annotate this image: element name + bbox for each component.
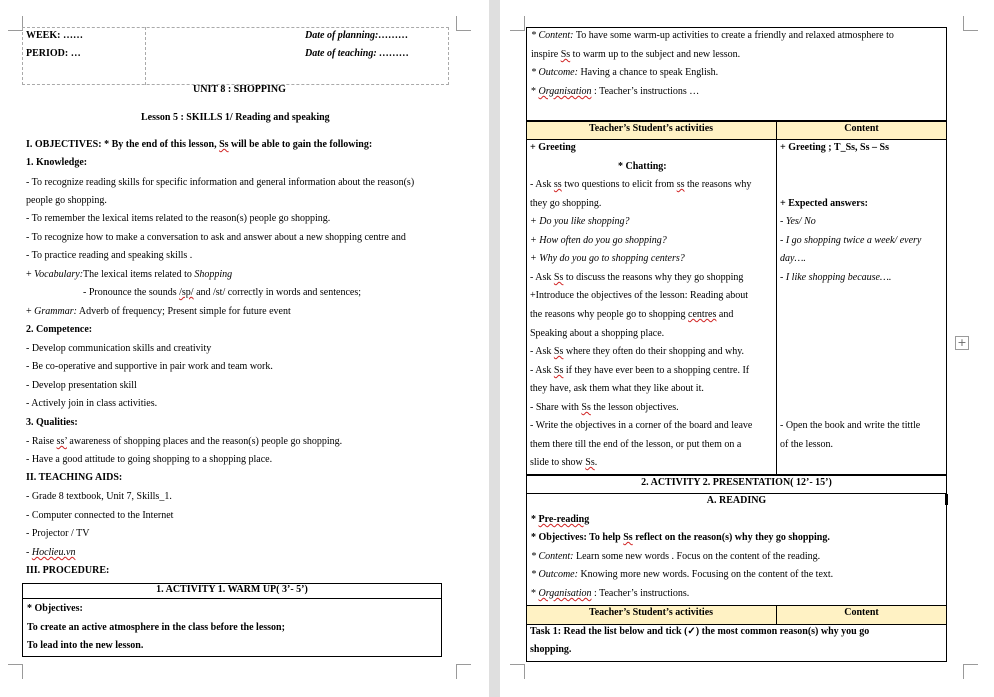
objectives-line: * Objectives: To help Ss reflect on the reason(s) why they go shopping. (531, 532, 830, 543)
crop-mark (963, 664, 978, 679)
unit-title: UNIT 8 : SHOPPING (193, 84, 286, 95)
organisation-line: * Organisation : Teacher’s instructions. (531, 588, 690, 599)
crop-mark (8, 16, 23, 31)
table-header-content: Content (844, 607, 879, 618)
activity-line: - Ask Ss to discuss the reasons why they go shopping (530, 272, 744, 283)
qualities-heading: 3. Qualities: (26, 417, 78, 428)
outcome-line: * Outcome: Having a chance to speak English. (531, 67, 719, 78)
activity1-line: To create an active atmosphere in the class before the lesson; (27, 622, 285, 633)
lesson-title: Lesson 5 : SKILLS 1/ Reading and speaking (141, 112, 330, 123)
table-header-activities: Teacher’s Student’s activities (588, 123, 714, 134)
knowledge-item: - To recognize reading skills for specific information and general information about the reason(s) (26, 177, 415, 188)
activity1-objectives: * Objectives: (27, 603, 83, 614)
activity2-title: 2. ACTIVITY 2. PRESENTATION( 12’- 15’) (641, 477, 832, 488)
aids-item-hoclieu: - Hoclieu.vn (26, 547, 76, 558)
activity-line: them there till the end of the lesson, or put them on a (530, 439, 742, 450)
activity1-title: 1. ACTIVITY 1. WARM UP( 3’- 5’) (156, 584, 308, 595)
content-line: * Content: To have some warm-up activities to create a friendly and relaxed atmosphere to (531, 30, 894, 41)
grammar-line: + Grammar: Adverb of frequency; Present simple for future event (26, 306, 291, 317)
competence-item: - Be co-operative and supportive in pair work and team work. (26, 361, 273, 372)
objectives-heading: I. OBJECTIVES: * By the end of this lesson, Ss will be able to gain the following: (26, 139, 373, 150)
activity-line: - Ask Ss where they often do their shopping and why. (530, 346, 745, 357)
knowledge-item: - To practice reading and speaking skills . (26, 250, 193, 261)
activity-line: - Ask Ss if they have ever been to a shopping centre. If (530, 365, 750, 376)
table-header-content: Content (844, 123, 879, 134)
content-line: * Content: Learn some new words . Focus on the content of the reading. (531, 551, 821, 562)
date-planning-label: Date of planning:……… (305, 30, 409, 41)
prereading-heading: * Pre-reading (531, 514, 590, 525)
document-page-left (0, 0, 489, 697)
crop-mark (963, 16, 978, 31)
vocabulary-line: + Vocabulary:The lexical items related to Shopping (26, 269, 233, 280)
competence-item: - Develop presentation skill (26, 380, 137, 391)
answer-line: - I go shopping twice a week/ every (780, 235, 922, 246)
question-line: + How often do you go shopping? (530, 235, 667, 246)
content-line: inspire Ss to warm up to the subject and new lesson. (531, 49, 741, 60)
answer-line: day…. (780, 253, 806, 264)
crop-mark (510, 16, 525, 31)
activity1-line: To lead into the new lesson. (27, 640, 144, 651)
table-column-rule (776, 121, 777, 475)
crop-mark (8, 664, 23, 679)
question-line: + Do you like shopping? (530, 216, 630, 227)
reading-title: A. READING (706, 495, 767, 506)
answer-line: - I like shopping because…. (780, 272, 892, 283)
task1-line: shopping. (530, 644, 572, 655)
add-row-button[interactable]: + (955, 336, 969, 350)
aids-item: - Computer connected to the Internet (26, 510, 174, 521)
competence-item: - Develop communication skills and creativity (26, 343, 212, 354)
table-header-activities: Teacher’s Student’s activities (588, 607, 714, 618)
crop-mark (510, 664, 525, 679)
pronounce-line: - Pronounce the sounds /sp/ and /st/ correctly in words and sentences; (83, 287, 362, 298)
table-rule (526, 139, 947, 140)
qualities-item: - Raise ss’ awareness of shopping places and the reason(s) people go shopping. (26, 436, 343, 447)
crop-mark (456, 16, 471, 31)
expected-answers: + Expected answers: (780, 198, 868, 209)
activity-line: slide to show Ss. (530, 457, 598, 468)
greeting: + Greeting (530, 142, 576, 153)
period-label: PERIOD: … (26, 48, 81, 59)
knowledge-item: people go shopping. (26, 195, 107, 206)
activity-line: - Share with Ss the lesson objectives. (530, 402, 679, 413)
aids-item: - Grade 8 textbook, Unit 7, Skills_1. (26, 491, 172, 502)
crop-mark (456, 664, 471, 679)
content-line: of the lesson. (780, 439, 834, 450)
activity-line: - Write the objectives in a corner of the board and leave (530, 420, 753, 431)
greeting-content: + Greeting ; T_Ss, Ss – Ss (780, 142, 889, 153)
outcome-line: * Outcome: Knowing more new words. Focusing on the content of the text. (531, 569, 834, 580)
organisation-line: * Organisation : Teacher’s instructions … (531, 86, 700, 97)
date-teaching-label: Date of teaching: ……… (305, 48, 410, 59)
table-rule (22, 598, 442, 599)
activity-line: they have, ask them what they like about it. (530, 383, 704, 394)
competence-item: - Actively join in class activities. (26, 398, 158, 409)
activity-line: the reasons why people go to shopping centres and (530, 309, 734, 320)
qualities-item: - Have a good attitude to going shopping to a shopping place. (26, 454, 273, 465)
activity-line: +Introduce the objectives of the lesson: Reading about (530, 290, 749, 301)
knowledge-item: - To remember the lexical items related to the reason(s) people go shopping. (26, 213, 331, 224)
answer-line: - Yes/ No (780, 216, 816, 227)
knowledge-heading: 1. Knowledge: (26, 157, 88, 168)
week-label: WEEK: …… (26, 30, 83, 41)
content-line: - Open the book and write the tittle (780, 420, 921, 431)
question-line: + Why do you go to shopping centers? (530, 253, 685, 264)
knowledge-item: - To recognize how to make a conversation to ask and answer about a new shopping centre and (26, 232, 406, 243)
header-divider (145, 27, 146, 85)
activity-line: they go shopping. (530, 198, 602, 209)
procedure-heading: III. PROCEDURE: (26, 565, 110, 576)
competence-heading: 2. Competence: (26, 324, 93, 335)
aids-item: - Projector / TV (26, 528, 90, 539)
activity-line: - Ask ss two questions to elicit from ss the reasons why (530, 179, 752, 190)
aids-heading: II. TEACHING AIDS: (26, 472, 123, 483)
task1-line: Task 1: Read the list below and tick (✓) the most common reason(s) why you go (530, 626, 870, 637)
chatting: * Chatting: (618, 161, 667, 172)
document-page-right (500, 0, 994, 697)
activity-line: Speaking about a shopping place. (530, 328, 665, 339)
